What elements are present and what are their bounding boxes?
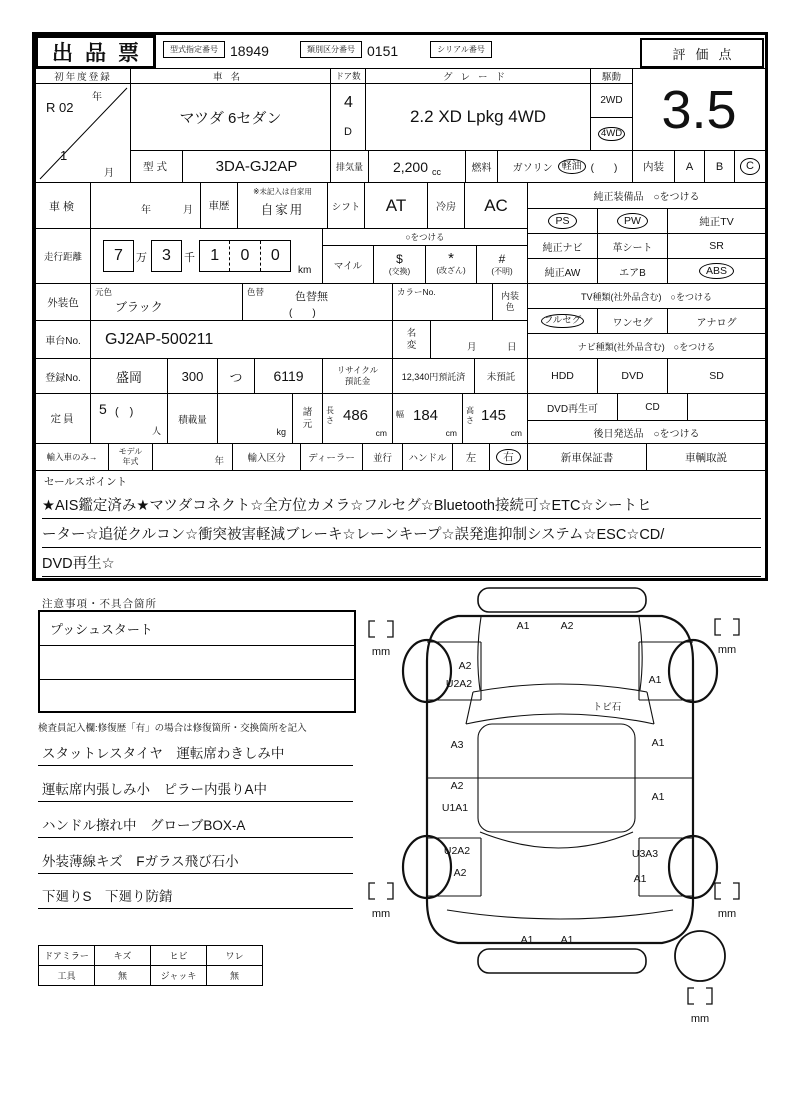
doors-header: ドア数 (330, 68, 366, 84)
registration-number: 6119 (254, 358, 323, 394)
color-orig-cell (90, 283, 243, 321)
rear-bumper-shape (478, 949, 646, 973)
later-shipment-header: 後日発送品 ○をつける (527, 420, 766, 444)
mileage-opt-tampered-note: (改ざん) (436, 266, 466, 275)
damage-label-door-front-left: A3 (450, 739, 464, 751)
equipment-pw-circled: PW (617, 213, 648, 229)
capacity-cell (90, 393, 168, 444)
navi-sd: SD (667, 358, 766, 394)
model-code-label: 型式指定番号 (163, 41, 225, 58)
measure-bracket-bottom-right (715, 883, 739, 899)
name-change-label (392, 320, 431, 359)
interior-b: B (704, 150, 735, 183)
mm-unit-top-right: mm (717, 644, 737, 656)
mileage-opt-exchange-note: (交換) (388, 267, 411, 276)
height-value: 145 (481, 407, 507, 424)
rear-window-shape (480, 832, 633, 848)
equipment-aw: 純正AW (527, 258, 598, 284)
inspector-line-2: 運転席内張しみ小 ピラー内張りA中 (38, 776, 353, 802)
history-value: 自家用 (260, 203, 305, 217)
handle-right (489, 443, 528, 471)
damage-label-rl-fender-2: A2 (453, 867, 467, 879)
length-label: 長さ (326, 406, 334, 425)
mirror-table-r1c3: ヒビ (150, 945, 207, 966)
inspector-line-3: ハンドル擦れ中 グローブBOX-A (38, 812, 353, 838)
height-unit: cm (510, 428, 522, 438)
interior-c-circled: C (740, 158, 760, 175)
fuel-gasoline: ガソリン (512, 163, 553, 174)
height-label: 高さ (466, 406, 474, 425)
capacity-persons: 5 (99, 401, 107, 417)
odometer-cell (90, 228, 323, 284)
import-dealer: ディーラー (300, 443, 363, 471)
inspector-line-5: 下廻りS 下廻り防錆 (38, 883, 353, 909)
measure-bracket-spare (688, 988, 712, 1004)
damage-label-rr-fender-1: U3A3 (631, 848, 659, 860)
windshield-shape (466, 684, 654, 724)
handle-right-circled: 右 (496, 449, 521, 465)
name-change-label-text: 名変 (406, 327, 417, 351)
spec-label (292, 393, 323, 444)
mirror-table-r2c2: 無 (94, 965, 151, 986)
handle-label: ハンドル (402, 443, 453, 471)
displacement-value (368, 150, 466, 183)
mileage-opt-exchange-symbol: $ (396, 252, 403, 266)
inspector-line-1: スタットレスタイヤ 運転席わきしみ中 (38, 740, 353, 766)
height-cell (462, 393, 528, 444)
damage-label-rr-fender-2: A1 (633, 873, 647, 885)
spare-tire-shape (675, 931, 725, 981)
trunk-lid-line (447, 910, 673, 919)
sheet-title-text: 出品票 (52, 42, 151, 65)
name-change-day-unit: 日 (507, 342, 517, 353)
color-change-paren: ( ) (289, 308, 316, 319)
sheet-title (35, 35, 156, 69)
model-code-value: 18949 (230, 43, 269, 59)
registration-label: 登録No. (35, 358, 91, 394)
recycle-label-text: リサイクル預託金 (336, 364, 379, 386)
mirror-table-r1c4: ワレ (206, 945, 263, 966)
damage-label-door-rear-right: A1 (651, 791, 665, 803)
width-cell (392, 393, 463, 444)
grade-value: 2.2 XD Lpkg 4WD (365, 83, 591, 151)
name-change-month-unit: 月 (467, 342, 477, 353)
sales-points-label: セールスポイント (44, 476, 128, 488)
navi-type-header: ナビ種類(社外品含む) ○をつける (527, 333, 766, 359)
color-change-label: 色替 (247, 287, 265, 297)
fuel-other: ( ) (590, 163, 618, 174)
fuel-cell (497, 150, 633, 183)
measure-bracket-top-right (715, 619, 739, 635)
color-orig-label: 元色 (95, 287, 113, 297)
equipment-abs (667, 258, 766, 284)
equipment-ps (527, 208, 598, 234)
equipment-abs-circled: ABS (699, 263, 734, 279)
doors-d: D (344, 126, 352, 138)
handle-left: 左 (452, 443, 490, 471)
equipment-sr: SR (667, 233, 766, 259)
model-year-label (108, 443, 153, 471)
odometer-sen-digit: 3 (151, 240, 182, 272)
inspector-title: 検査員記入欄:修復歴「有」の場合は修復箇所・交換箇所を記入 (38, 723, 307, 734)
mirror-table-r2c1: 工具 (38, 965, 95, 986)
mileage-opt-unknown-symbol: # (498, 252, 506, 266)
sales-points-line-1: ★AIS鑑定済み★マツダコネクト☆全方位カメラ☆フルセグ☆Bluetooth接続可☆ETC☆シートヒ (42, 490, 761, 519)
front-bumper-shape (478, 588, 646, 612)
color-no-label: カラーNo. (397, 287, 436, 297)
registration-class: 300 (167, 358, 218, 394)
tv-fullseg (527, 308, 598, 334)
chassis-value: GJ2AP-500211 (90, 320, 393, 359)
notes-row-1: プッシュスタート (40, 612, 354, 646)
mileage-opt-tampered-symbol: * (448, 250, 454, 267)
drive-4wd (590, 117, 633, 151)
doors-cell (330, 83, 366, 151)
notes-box (38, 610, 356, 713)
tv-type-header: TV種類(社外品含む) ○をつける (527, 283, 766, 309)
displacement-label: 排気量 (330, 150, 369, 183)
damage-label-door-rear-left-1: A2 (450, 780, 464, 792)
import-type-label: 輸入区分 (232, 443, 301, 471)
load-label: 積載量 (167, 393, 218, 444)
navi-dvd: DVD (597, 358, 668, 394)
cd-empty-cell (687, 393, 766, 421)
first-reg-header: 初年度登録 (35, 68, 131, 84)
first-reg-cell (35, 83, 131, 183)
notes-row-3 (40, 680, 354, 711)
chassis-label: 車台No. (35, 320, 91, 359)
load-cell (217, 393, 293, 444)
warranty-cell: 新車保証書 (527, 443, 647, 471)
measure-bracket-bottom-left (369, 883, 393, 899)
fuel-diesel-circled: 軽油 (558, 159, 586, 175)
equipment-tv: 純正TV (667, 208, 766, 234)
shaken-cell (90, 182, 201, 229)
history-note: ※未記入は自家用 (253, 187, 312, 196)
car-damage-diagram (355, 583, 775, 1038)
doors-count: 4 (344, 94, 353, 111)
tv-oneseg: ワンセグ (597, 308, 668, 334)
measure-bracket-top-left (369, 621, 393, 637)
damage-label-fl-fender-2: U2A2 (445, 678, 473, 690)
ac-label: 冷房 (427, 182, 465, 229)
damage-label-hood-left: A1 (516, 620, 530, 632)
length-cell (322, 393, 393, 444)
cd-cell: CD (617, 393, 688, 421)
recycle-label (322, 358, 393, 394)
score-value: 3.5 (632, 68, 766, 151)
color-change-value: 色替無 (295, 291, 328, 303)
car-name-header: 車名 (130, 68, 331, 84)
model-year-label-text: モデル年式 (118, 447, 143, 466)
width-value: 184 (413, 407, 439, 424)
mirror-table-r1c2: キズ (94, 945, 151, 966)
odometer-sen-unit: 千 (184, 252, 195, 264)
dvd-playable: DVD再生可 (527, 393, 618, 421)
damage-label-fr-fender: A1 (648, 674, 662, 686)
mm-unit-spare: mm (690, 1013, 710, 1025)
car-name-value: マツダ 6セダン (130, 83, 331, 151)
grade-header: グレード (365, 68, 591, 84)
mm-unit-bottom-right: mm (717, 908, 737, 920)
displacement-unit: cc (432, 166, 442, 177)
mileage-circle-note: ○をつける (322, 228, 528, 246)
damage-label-door-front-right: A1 (651, 737, 665, 749)
damage-label-rear-right: A1 (560, 934, 574, 946)
mirror-table-r1c1: ドアミラー (38, 945, 95, 966)
shaken-month-unit: 月 (183, 205, 193, 216)
interior-label: 内装 (632, 150, 675, 183)
serial-label: シリアル番号 (430, 41, 492, 58)
width-label: 幅 (396, 410, 404, 419)
shaken-year-unit: 年 (141, 205, 151, 216)
mileage-opt-tampered (425, 245, 477, 284)
drive-2wd: 2WD (590, 83, 633, 118)
import-parallel: 並行 (362, 443, 403, 471)
sales-points-line-3: DVD再生☆ (42, 548, 761, 577)
tv-analog: アナログ (667, 308, 766, 334)
drive-4wd-circled: 4WD (598, 127, 625, 142)
drive-header: 駆動 (590, 68, 633, 84)
first-reg-month-unit: 月 (104, 168, 114, 179)
name-change-date-cell (430, 320, 528, 359)
ac-value: AC (464, 182, 528, 229)
mileage-opt-unknown-note: (不明) (491, 267, 513, 276)
equipment-pw (597, 208, 668, 234)
tv-fullseg-circled: フルセグ (541, 314, 585, 329)
capacity-label: 定員 (35, 393, 91, 444)
mm-unit-bottom-left: mm (371, 908, 391, 920)
damage-label-hood-right: A2 (560, 620, 574, 632)
class-code-value: 0151 (367, 43, 399, 59)
equipment-ps-circled: PS (548, 213, 576, 229)
model-year-unit: 年 (214, 456, 224, 467)
mirror-table-r2c3: ジャッキ (150, 965, 207, 986)
odometer-digit-2: 0 (229, 241, 260, 271)
class-code-label: 類別区分番号 (300, 41, 362, 58)
history-label: 車歴 (200, 182, 238, 229)
load-unit: kg (276, 427, 286, 437)
odometer-man-unit: 万 (136, 252, 147, 264)
equipment-header: 純正装備品 ○をつける (527, 182, 766, 209)
length-value: 486 (343, 407, 369, 424)
damage-label-fl-fender-1: A2 (458, 660, 472, 672)
odometer-hundreds-box (199, 240, 291, 272)
manual-cell: 車輌取説 (646, 443, 766, 471)
damage-label-door-rear-left-2: U1A1 (441, 802, 469, 814)
damage-label-rl-fender-1: U2A2 (443, 845, 471, 857)
registration-kana: つ (217, 358, 255, 394)
equipment-airbag: エアB (597, 258, 668, 284)
shift-label: シフト (327, 182, 365, 229)
odometer-digit-1: 1 (210, 247, 220, 264)
odometer-unit: km (298, 265, 312, 276)
mileage-label: 走行距離 (35, 228, 91, 284)
length-unit: cm (375, 428, 387, 438)
mileage-opt-exchange (373, 245, 426, 284)
color-orig-value: ブラック (115, 300, 163, 314)
interior-color-label: 内装色 (500, 291, 519, 312)
history-cell (237, 182, 328, 229)
equipment-navi: 純正ナビ (527, 233, 598, 259)
damage-label-rear-left: A1 (520, 934, 534, 946)
mm-unit-top-left: mm (371, 646, 391, 658)
shift-value: AT (364, 182, 428, 229)
inspector-line-4: 外装薄線キズ Fガラス飛び石小 (38, 848, 353, 874)
equipment-leather: 革シート (597, 233, 668, 259)
registration-region: 盛岡 (90, 358, 168, 394)
first-reg-month: 1 (60, 148, 68, 163)
sales-points-cell (35, 470, 766, 579)
displacement-number: 2,200 (392, 158, 429, 175)
model-label: 型式 (130, 150, 183, 183)
sales-points-line-2: ーター☆追従クルコン☆衝突被害軽減ブレーキ☆レーンキープ☆誤発進抑制システム☆ESC☆CD/ (42, 519, 761, 548)
damage-label-windshield-stone-chip: トビ石 (592, 702, 622, 713)
notes-row-2 (40, 646, 354, 680)
notes-title: 注意事項・不具合箇所 (42, 598, 157, 610)
color-change-cell (242, 283, 393, 321)
recycle-paid: 12,340円預託済 (392, 358, 475, 394)
mirror-table-r2c4: 無 (206, 965, 263, 986)
mileage-opt-unknown (476, 245, 528, 284)
interior-color-cell (492, 283, 528, 321)
mileage-opt-mile: マイル (322, 245, 374, 284)
color-no-cell (392, 283, 493, 321)
odometer-digit-3: 0 (270, 247, 280, 264)
score-header: 評価点 (640, 38, 764, 68)
model-year-cell (152, 443, 233, 471)
shaken-label: 車検 (35, 182, 91, 229)
color-label: 外装色 (35, 283, 91, 321)
spec-label-text: 諸元 (302, 406, 313, 430)
interior-c (734, 150, 766, 183)
capacity-persons-unit: 人 (151, 426, 161, 436)
width-unit: cm (445, 428, 457, 438)
capacity-paren: ( ) (115, 406, 134, 418)
import-only-label: 輸入車のみ→ (35, 443, 109, 471)
interior-a: A (674, 150, 705, 183)
fuel-label: 燃料 (465, 150, 498, 183)
recycle-unpaid: 未預託 (474, 358, 528, 394)
model-value: 3DA-GJ2AP (182, 150, 331, 183)
first-reg-year-unit: 年 (92, 92, 102, 103)
first-reg-era-year: R 02 (46, 100, 74, 115)
navi-hdd: HDD (527, 358, 598, 394)
odometer-man-digit: 7 (103, 240, 134, 272)
